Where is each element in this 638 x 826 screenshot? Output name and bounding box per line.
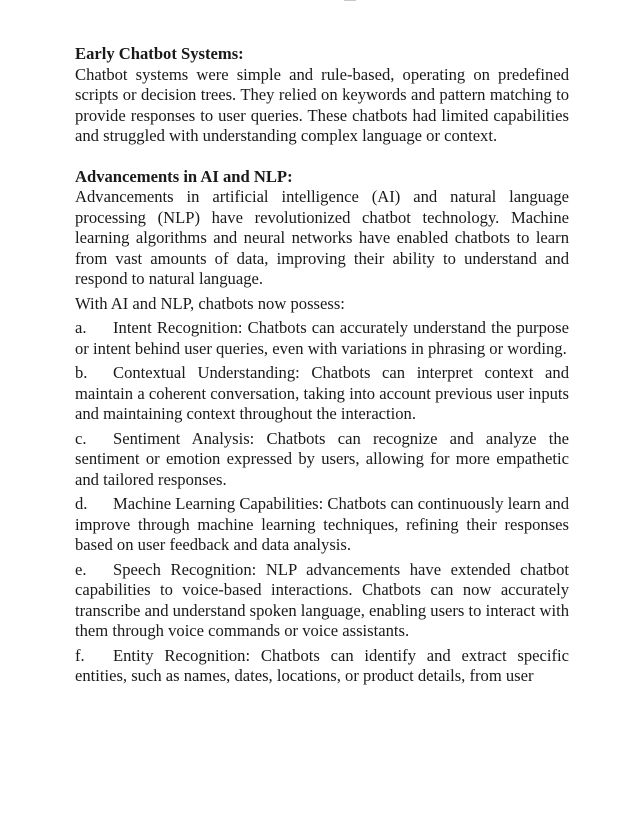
section-spacer xyxy=(75,147,569,167)
list-item-entity-recognition xyxy=(75,646,569,687)
list-item-letter: e. xyxy=(75,559,87,579)
list-item-letter: f. xyxy=(75,645,85,665)
list-item-text: Contextual Understanding: Chatbots can interpret context and maintain a coherent conversation, taking into account previous user inputs and maintaining context throughout the interaction. xyxy=(75,363,569,423)
list-item-text: Machine Learning Capabilities: Chatbots can continuously learn and improve through machine learning techniques, refining their responses based on user feedback and data analysis. xyxy=(75,494,569,554)
list-item-text: Sentiment Analysis: Chatbots can recognize and analyze the sentiment or emotion expressed by users, allowing for more empathetic and tailored responses. xyxy=(75,428,569,489)
document-body xyxy=(75,44,569,687)
list-item-letter: a. xyxy=(75,318,87,337)
list-item-machine-learning xyxy=(75,494,569,556)
list-item-letter: b. xyxy=(75,363,88,382)
section-body-early-chatbots: Chatbot systems were simple and rule-based, operating on predefined scripts or decision trees. They relied on keywords and pattern matching to provide responses to user queries. These chatbots had limited capabilities and struggled with understanding complex language or context. xyxy=(75,64,569,145)
list-item-speech-recognition xyxy=(75,560,569,642)
list-item-letter: c. xyxy=(75,428,87,448)
capabilities-intro: With AI and NLP, chatbots now possess: xyxy=(75,293,345,313)
list-item-text: Entity Recognition: Chatbots can identify and extract specific entities, such as names, dates, locations, or product details, from user xyxy=(75,645,569,685)
list-item-sentiment-analysis xyxy=(75,429,569,491)
section-heading-ai-nlp: Advancements in AI and NLP: xyxy=(75,166,293,186)
page-top-mark xyxy=(344,0,356,1)
list-item-text: Intent Recognition: Chatbots can accurately understand the purpose or intent behind user queries, even with variations in phrasing or wording. xyxy=(75,318,569,358)
section-body-ai-nlp: Advancements in artificial intelligence (AI) and natural language processing (NLP) have revolutionized chatbot technology. Machine learning algorithms and neural networks have enabled chatbots to learn from vast amounts of data, improving their ability to understand and respond to natural language. xyxy=(75,187,569,288)
list-item-text: Speech Recognition: NLP advancements have extended chatbot capabilities to voice-based interactions. Chatbots can now accurately transcribe and understand spoken language, enabling users to interact with them through voice commands or voice assistants. xyxy=(75,559,569,640)
list-item-intent-recognition xyxy=(75,318,569,359)
list-item-letter: d. xyxy=(75,494,88,513)
list-item-contextual-understanding xyxy=(75,363,569,425)
section-heading-early-chatbots: Early Chatbot Systems: xyxy=(75,44,244,63)
